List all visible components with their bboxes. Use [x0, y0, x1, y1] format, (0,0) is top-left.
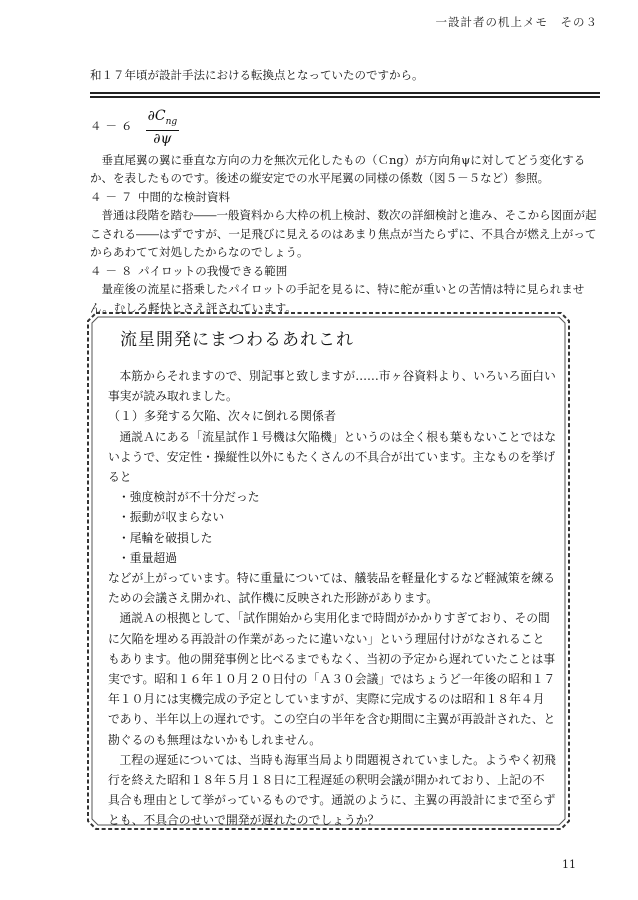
- formula-numerator: $\partial C_{ng}$: [146, 108, 180, 131]
- box-paragraph-2: などが上がっています。特に重量については、艤装品を軽量化するなど軽減策を練るための会議さえ開かれ、試作機に反映された形跡があります。: [108, 571, 556, 606]
- box-subheading: （１）多発する欠陥、次々に倒れる関係者: [108, 409, 337, 424]
- box-body: [108, 366, 556, 831]
- box-title: 流星開発にまつわるあれこれ: [120, 330, 354, 350]
- note-4-6-heading: [90, 108, 602, 147]
- note-title: パイロットの我慢できる範囲: [138, 263, 288, 278]
- formula-fraction: [146, 108, 180, 147]
- lead-paragraph: 和１７年頃が設計手法における転換点となっていたのですから。: [90, 68, 424, 82]
- note-4-7-body: 普通は段階を踏む――一般資料から大枠の机上検討、数次の詳細検討と進み、そこから図面が起こされる――はずですが、一足飛びに見えるのはあまり焦点が当たらずに、不具合が燃え上がってからあわてて対処したからなのでしょう。: [90, 208, 597, 260]
- bullet-item: ・強度検討が不十分だった: [118, 490, 260, 505]
- box-paragraph-4: 工程の遅延については、当時も海軍当局より問題視されていました。ようやく初飛行を終えた昭和１８年５月１８日に工程遅延の釈明会議が開かれており、上記の不具合も理由として挙がっているものです。通説のように、主翼の再設計にまで至らずとも、不具合のせいで開発が遅れたのでしょうか？: [108, 752, 556, 828]
- note-4-6-body: 垂直尾翼の翼に垂直な方向の力を無次元化したもの（Ｃng）が方向角ψに対してどう変化するか、を表したものです。後述の縦安定での水平尾翼の同様の係数（図５－５など）参照。: [90, 152, 586, 186]
- bullet-item: ・重量超過: [118, 550, 177, 565]
- sidebar-box: [86, 311, 571, 831]
- box-intro: 本筋からそれますので、別記事と致しますが……市ヶ谷資料より、いろいろ面白い事実が読み取れました。: [108, 369, 556, 404]
- note-4-8-body: 量産後の流星に搭乗したパイロットの手記を見るに、特に舵が重いとの苦情は特に見られません。むしろ軽快とさえ評されています。: [90, 282, 585, 315]
- double-rule-bottom: [90, 96, 600, 98]
- double-rule-top: [90, 92, 600, 94]
- bullet-item: ・尾輪を破損した: [118, 530, 213, 545]
- note-number: ４－８: [90, 263, 137, 278]
- formula-denominator: ∂ψ: [153, 130, 172, 147]
- note-4-8-heading: [90, 262, 602, 281]
- bullet-item: ・振動が収まらない: [118, 510, 225, 525]
- note-4-7-heading: [90, 188, 602, 207]
- formula-subscript: ng: [165, 116, 178, 127]
- note-number: ４－７: [90, 189, 137, 204]
- notes-section: [90, 104, 602, 317]
- box-paragraph-1: 通説Ａにある「流星試作１号機は欠陥機」というのは全く根も葉もないことではないようで、安定性・操縦性以外にもたくさんの不具合が出ています。主なものを挙げると: [108, 429, 556, 485]
- note-number: ４－６: [90, 119, 137, 134]
- note-title: 中間的な検討資料: [138, 189, 230, 204]
- box-paragraph-3: 通説Ａの根拠として、「試作開始から実用化まで時間がかかりすぎており、その間に欠陥を埋める再設計の作業があったに違いない」という理屈付けがなされることもあります。他の開発事例と比べるまでもなく、当初の予定から遅れていたことは事実です。昭和１６年１０月２０日付の「Ａ３０会議」ではちょうど一年後の昭和１７年１０月には実機完成の予定としていますが、実際に完成するのは昭和１８年４月であり、半年以上の遅れです。この空白の半年を含む期間に主翼が再設計された、と勘ぐるのも無理はないかもしれません。: [108, 611, 556, 747]
- running-header: 一設計者の机上メモ その３: [435, 15, 598, 29]
- page-number: 11: [562, 858, 576, 871]
